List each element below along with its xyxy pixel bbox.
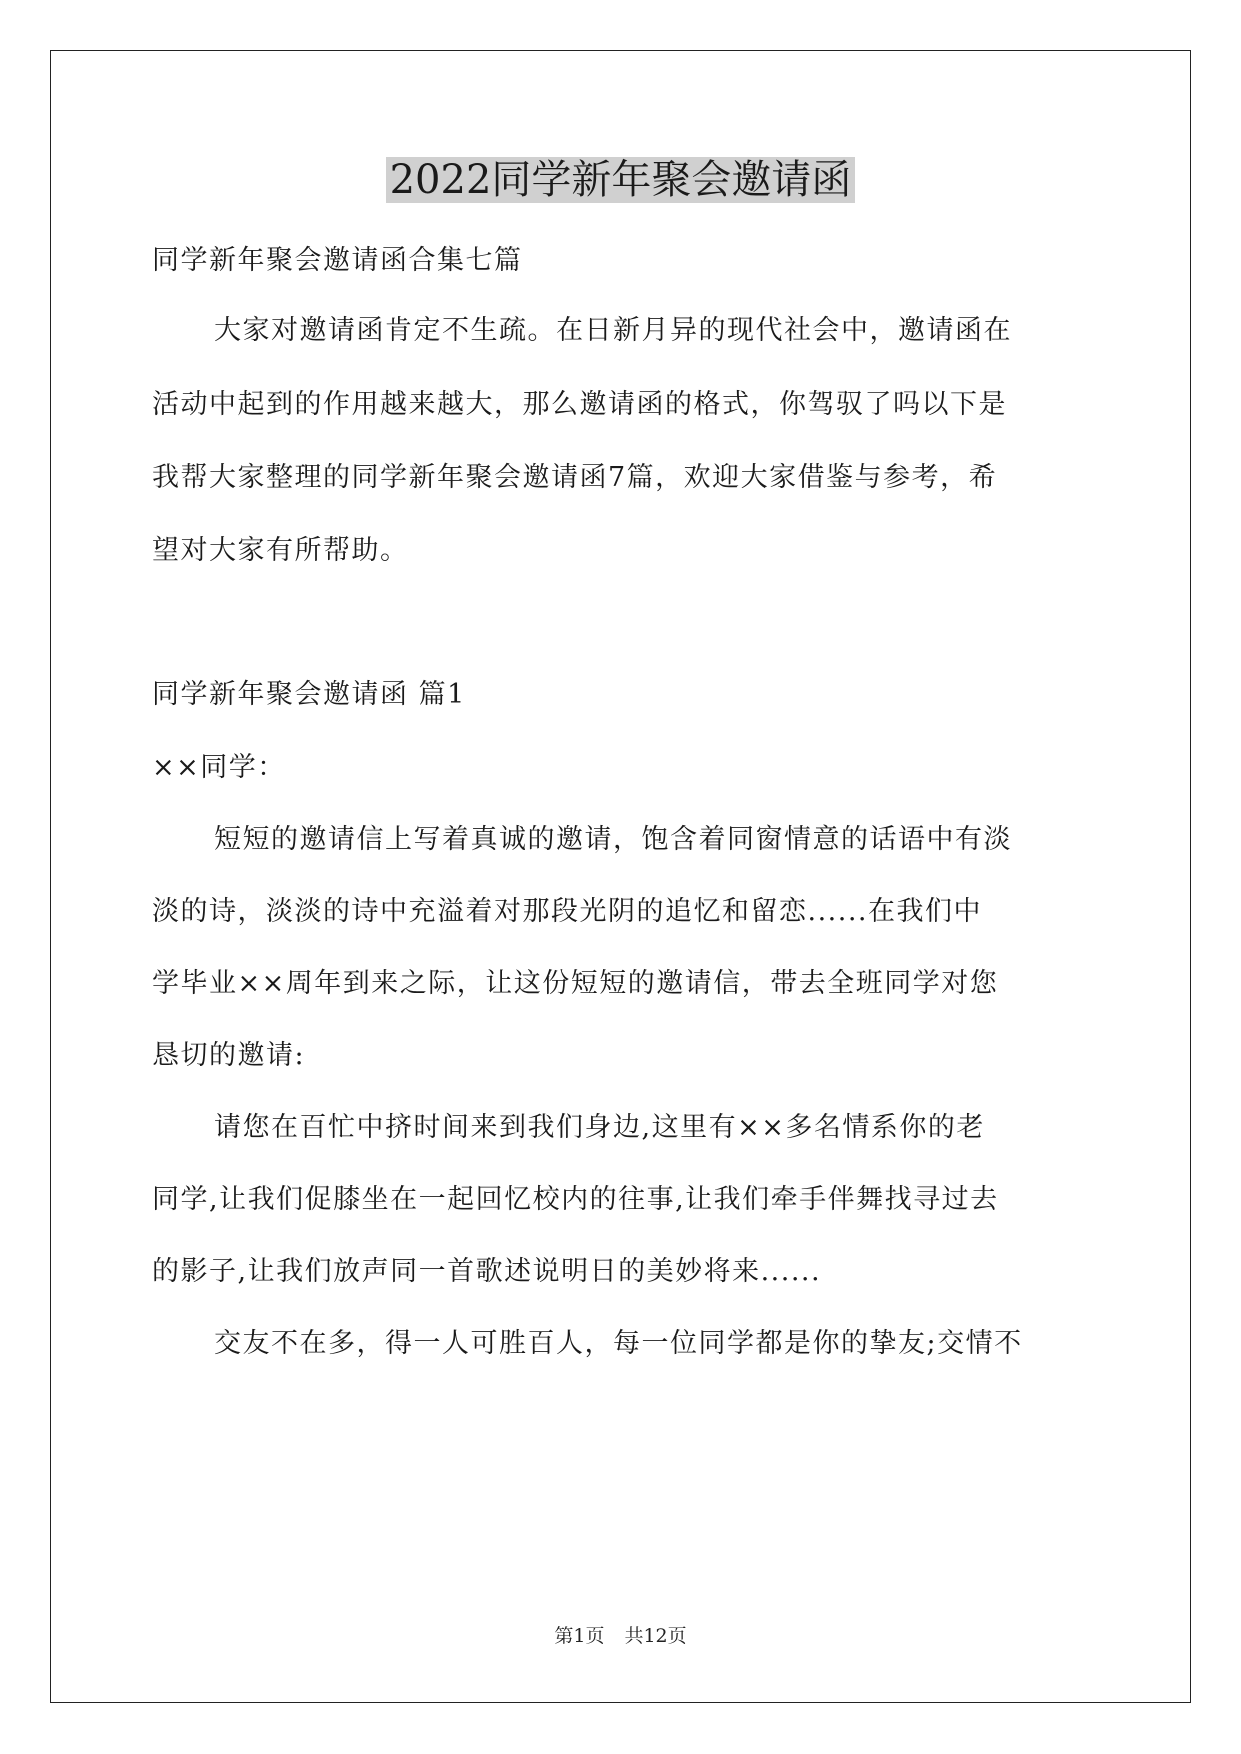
salutation: ××同学： [152, 752, 286, 783]
paragraph2-line-1: 请您在百忙中挤时间来到我们身边,这里有××多名情系你的老 [214, 1112, 985, 1143]
intro-line-2: 活动中起到的作用越来越大，那么邀请函的格式，你驾驭了吗以下是 [152, 389, 1007, 420]
intro-line-1: 大家对邀请函肯定不生疏。在日新月异的现代社会中，邀请函在 [214, 315, 1012, 346]
intro-line-4: 望对大家有所帮助。 [152, 535, 409, 566]
paragraph1-line-3: 学毕业××周年到来之际，让这份短短的邀请信，带去全班同学对您 [152, 968, 999, 999]
paragraph3-line-1: 交友不在多，得一人可胜百人，每一位同学都是你的挚友;交情不 [214, 1328, 1023, 1359]
paragraph2-line-2: 同学,让我们促膝坐在一起回忆校内的往事,让我们牵手伴舞找寻过去 [152, 1184, 999, 1215]
paragraph1-line-4: 恳切的邀请: [152, 1040, 306, 1071]
intro-line-3: 我帮大家整理的同学新年聚会邀请函7篇，欢迎大家借鉴与参考，希 [152, 462, 998, 493]
document-subtitle: 同学新年聚会邀请函合集七篇 [152, 245, 523, 276]
paragraph1-line-1: 短短的邀请信上写着真诚的邀请，饱含着同窗情意的话语中有淡 [214, 824, 1012, 855]
document-title-text: 2022同学新年聚会邀请函 [386, 157, 856, 203]
document-body [152, 0, 1090, 1754]
paragraph1-line-2: 淡的诗，淡淡的诗中充溢着对那段光阴的追忆和留恋......在我们中 [152, 896, 982, 927]
page-total: 共12页 [624, 1625, 687, 1647]
paragraph2-line-3: 的影子,让我们放声同一首歌述说明日的美妙将来...... [152, 1256, 822, 1287]
page-number: 第1页 [554, 1625, 605, 1647]
section-heading: 同学新年聚会邀请函 篇1 [152, 679, 466, 710]
page-footer [0, 1624, 1241, 1648]
